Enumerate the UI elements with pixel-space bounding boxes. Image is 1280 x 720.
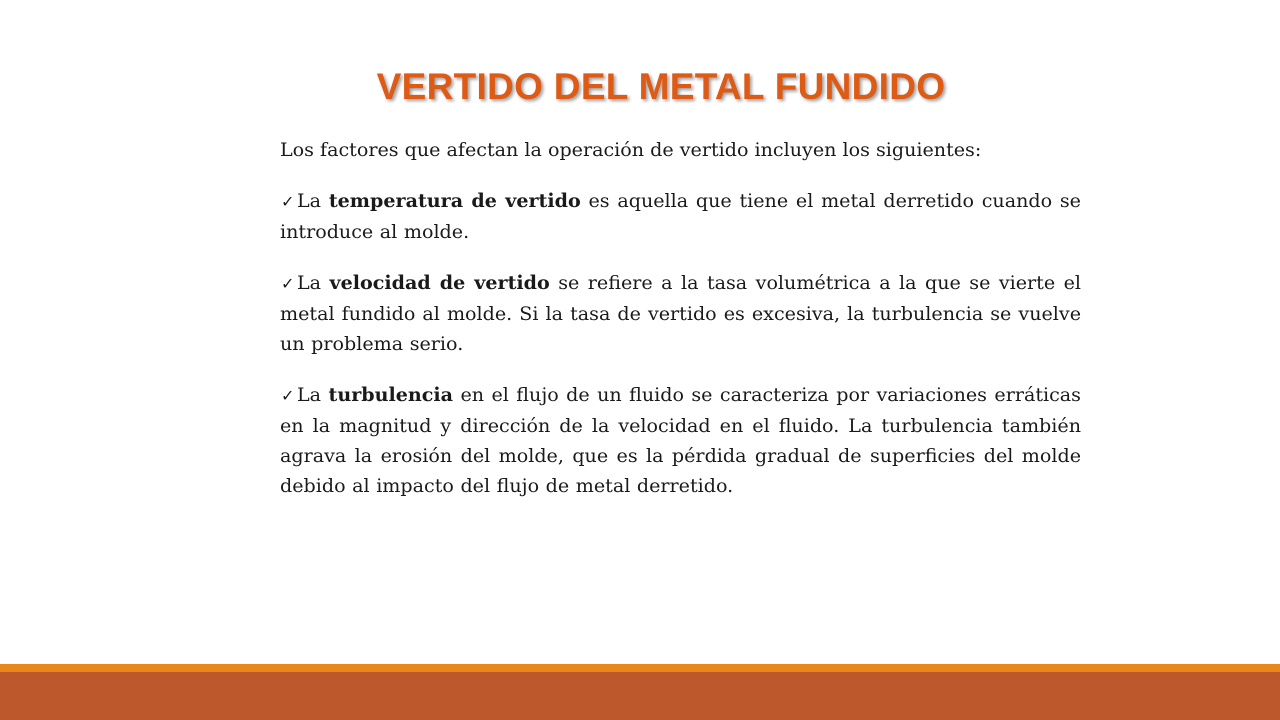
bullet-lead: La	[297, 383, 322, 406]
bullet-text: se refiere a la tasa volumétrica a la que se vierte el metal fundido al molde. Si la tasa de vertido es excesiva, la turbulencia se vuelve un problema serio.	[280, 271, 1081, 355]
bullet-term: turbulencia	[328, 383, 454, 406]
bullet-text: es aquella que tiene el metal derretido cuando se introduce al molde.	[280, 189, 1081, 243]
bullet-lead: La	[297, 189, 322, 212]
bullet-item	[280, 268, 1081, 359]
bullet-term: velocidad de vertido	[329, 271, 550, 294]
checkmark-icon: ✓	[281, 274, 295, 293]
bullet-item	[280, 186, 1081, 247]
intro-text: Los factores que afectan la operación de vertido incluyen los siguientes:	[280, 138, 982, 161]
checkmark-icon: ✓	[281, 192, 295, 211]
bullet-lead: La	[297, 271, 322, 294]
slide-title: VERTIDO DEL METAL FUNDIDO	[376, 66, 946, 107]
footer-accent-line	[0, 664, 1280, 672]
slide-body	[280, 135, 1081, 522]
bullet-text: en el flujo de un fluido se caracteriza por variaciones erráticas en la magnitud y dirección de la velocidad en el fluido. La turbulencia también agrava la erosión del molde, que es la pérdida gradual de superficies del molde debido al impacto del flujo de metal derretido.	[280, 383, 1081, 497]
checkmark-icon: ✓	[281, 386, 295, 405]
bullet-term: temperatura de vertido	[328, 189, 581, 212]
bullet-item	[280, 380, 1081, 501]
footer-band	[0, 672, 1280, 720]
